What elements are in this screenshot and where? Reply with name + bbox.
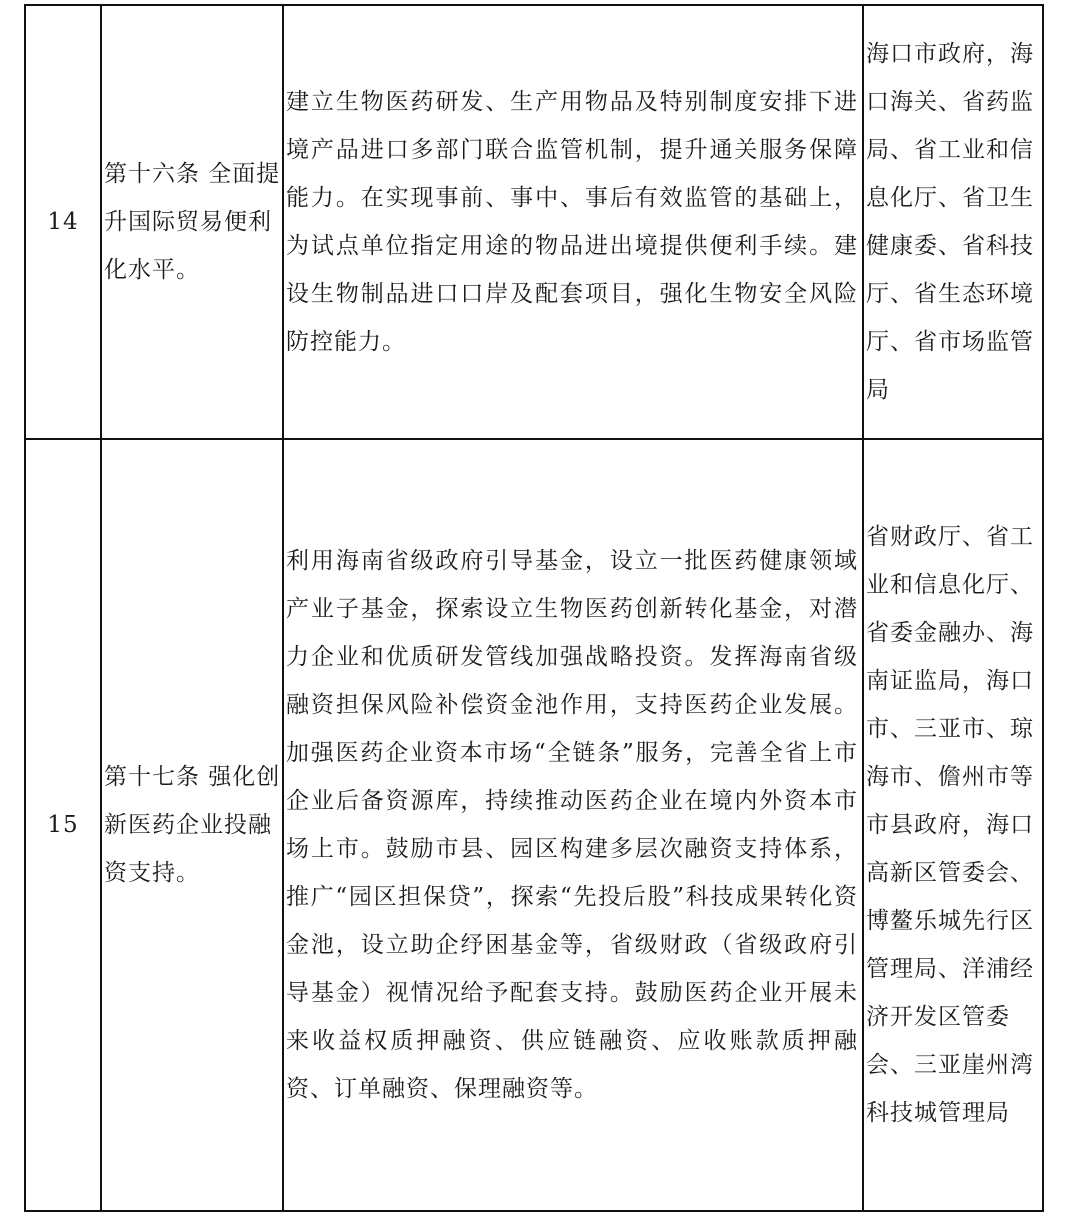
department-cell (863, 5, 1043, 439)
policy-table (24, 4, 1044, 1212)
article-cell (101, 439, 283, 1211)
measure-cell (283, 439, 863, 1211)
measure-cell (283, 5, 863, 439)
measure-text: 利用海南省级政府引导基金，设立一批医药健康领域产业子基金，探索设立生物医药创新转化基金，对潜力企业和优质研发管线加强战略投资。发挥海南省级融资担保风险补偿资金池作用，支持医药企业发展。加强医药企业资本市场“全链条”服务，完善全省上市企业后备资源库，持续推动医药企业在境内外资本市场上市。鼓励市县、园区构建多层次融资支持体系，推广“园区担保贷”，探索“先投后股”科技成果转化资金池，设立助企纾困基金等，省级财政（省级政府引导基金）视情况给予配套支持。鼓励医药企业开展未来收益权质押融资、供应链融资、应收账款质押融资、订单融资、保理融资等。 (286, 548, 858, 1102)
article-title: 第十七条 强化创新医药企业投融资支持。 (104, 764, 281, 886)
table-row (25, 439, 1043, 1211)
department-text: 海口市政府，海口海关、省药监局、省工业和信息化厅、省卫生健康委、省科技厅、省生态环境厅、省市场监管局 (866, 41, 1034, 403)
table-row (25, 5, 1043, 439)
department-text: 省财政厅、省工业和信息化厅、省委金融办、海南证监局，海口市、三亚市、琼海市、儋州市等市县政府，海口高新区管委会、博鳌乐城先行区管理局、洋浦经济开发区管委会、三亚崖州湾科技城管理局 (866, 524, 1034, 1126)
row-number: 15 (47, 812, 79, 838)
row-number-cell (25, 5, 101, 439)
row-number: 14 (47, 209, 79, 235)
article-title: 第十六条 全面提升国际贸易便利化水平。 (104, 161, 281, 283)
department-cell (863, 439, 1043, 1211)
measure-text: 建立生物医药研发、生产用物品及特别制度安排下进境产品进口多部门联合监管机制，提升通关服务保障能力。在实现事前、事中、事后有效监管的基础上，为试点单位指定用途的物品进出境提供便利手续。建设生物制品进口口岸及配套项目，强化生物安全风险防控能力。 (286, 89, 858, 355)
row-number-cell (25, 439, 101, 1211)
article-cell (101, 5, 283, 439)
